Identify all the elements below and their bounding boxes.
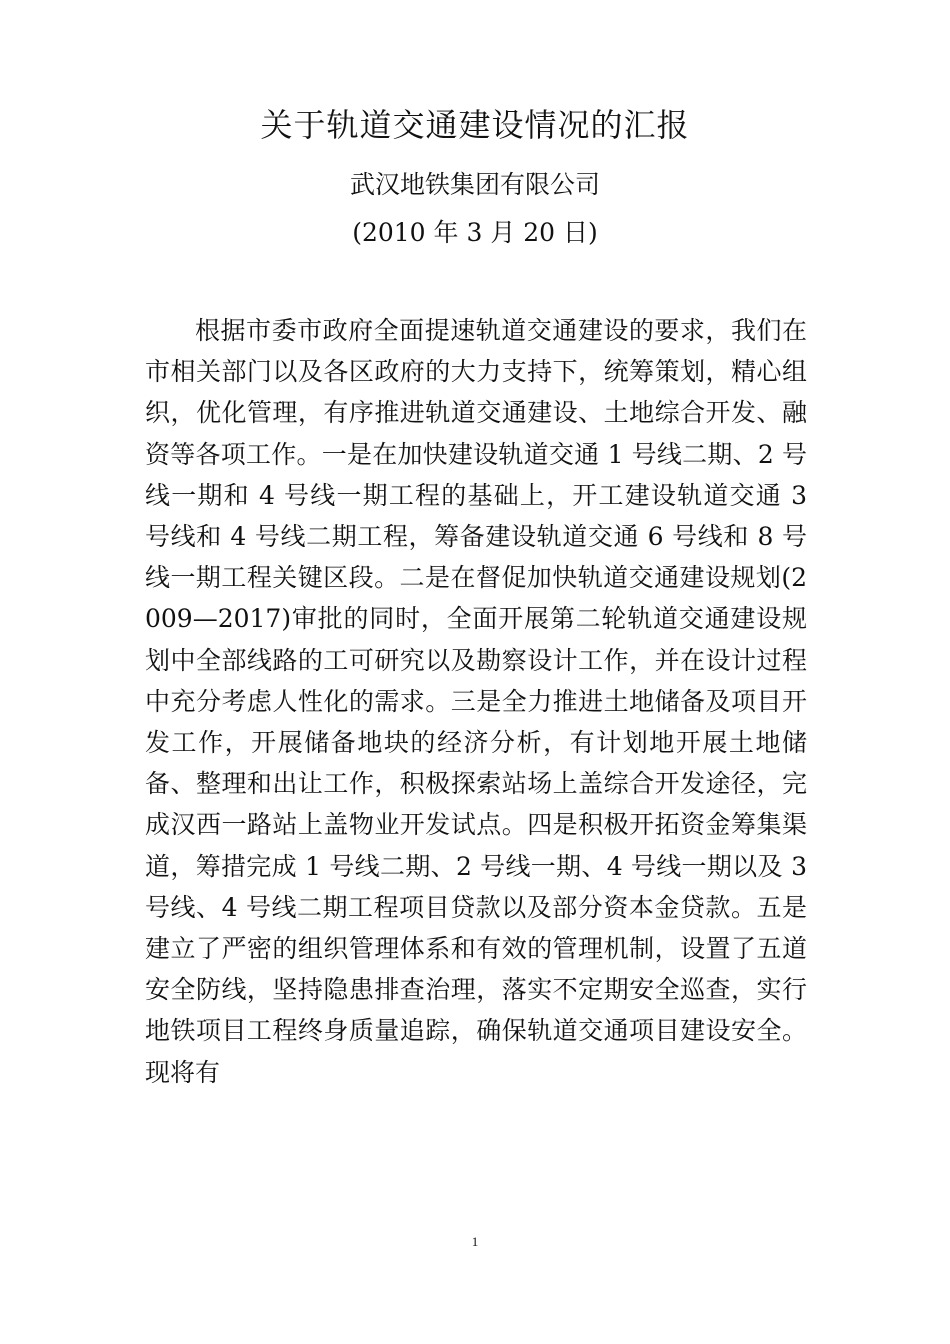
document-date: (2010 年 3 月 20 日): [352, 218, 598, 247]
page-number: 1: [471, 1234, 479, 1249]
document-title: 关于轨道交通建设情况的汇报: [260, 106, 690, 144]
body-paragraph: 根据市委市政府全面提速轨道交通建设的要求，我们在市相关部门以及各区政府的大力支持下，统筹策划，精心组织，优化管理，有序推进轨道交通建设、土地综合开发、融资等各项工作。一是在加快建设轨道交通 1 号线二期、2 号线一期和 4 号线一期工程的基础上，开工建设轨道交通 3 号线和 4 号线二期工程，筹备建设轨道交通 6 号线和 8 号线一期工程关键区段。二是在督促加快轨道交通建设规划(2009—2017)审批的同时，全面开展第二轮轨道交通建设规划中全部线路的工可研究以及勘察设计工作，并在设计过程中充分考虑人性化的需求。三是全力推进土地储备及项目开发工作，开展储备地块的经济分析，有计划地开展土地储备、整理和出让工作，积极探索站场上盖综合开发途径，完成汉西一路站上盖物业开发试点。四是积极开拓资金筹集渠道，筹措完成 1 号线二期、2 号线一期、4 号线一期以及 3 号线、4 号线二期工程项目贷款以及部分资本金贷款。五是建立了严密的组织管理体系和有效的管理机制，设置了五道安全防线，坚持隐患排查治理，落实不定期安全巡查，实行地铁项目工程终身质量追踪，确保轨道交通项目建设安全。现将有: [145, 316, 807, 1087]
organization-name: 武汉地铁集团有限公司: [349, 170, 600, 199]
